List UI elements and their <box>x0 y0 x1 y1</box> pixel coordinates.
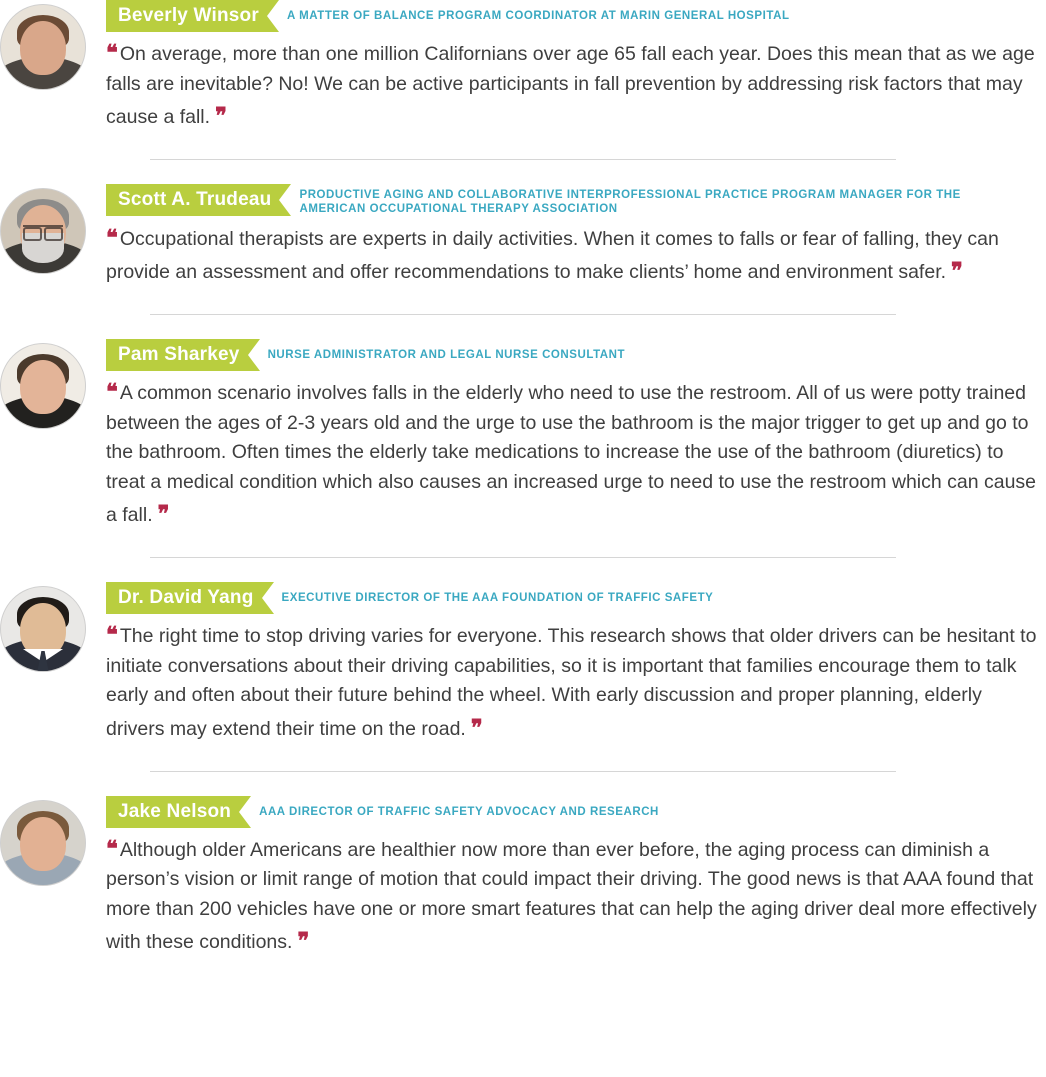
avatar-face <box>1 587 85 671</box>
avatar-beverly-winsor <box>0 4 86 90</box>
name-row <box>106 339 1046 371</box>
quote-body: A common scenario involves falls in the elderly who need to use the restroom. All of us were potty trained between the ages of 2-3 years old and the urge to use the bathroom is the major trigger to get up and go to the bathroom. Often times the elderly take medications to increase the use of the bathroom (diuretics) to treat a medical condition which also causes an increased urge to need to use the restroom which can cause a fall. <box>106 381 1037 527</box>
section-divider <box>150 159 896 160</box>
quote-close-icon: ❞ <box>470 714 482 740</box>
person-name: Jake Nelson <box>106 796 251 828</box>
avatar-column <box>0 0 96 90</box>
avatar-face <box>1 189 85 273</box>
quote-paragraph <box>106 832 1046 959</box>
name-row <box>106 582 1046 614</box>
person-role: PRODUCTIVE AGING AND COLLABORATIVE INTERPROFESSIONAL PRACTICE PROGRAM MANAGER FOR THE AMERICAN OCCUPATIONAL THERAPY ASSOCIATION <box>299 188 961 216</box>
quote-open-icon: ❝ <box>106 378 117 404</box>
person-role: AAA DIRECTOR OF TRAFFIC SAFETY ADVOCACY AND RESEARCH <box>259 805 659 818</box>
avatar-face <box>1 344 85 428</box>
avatar-column <box>0 582 96 672</box>
section-divider <box>150 771 896 772</box>
quote-close-icon: ❞ <box>951 258 962 284</box>
testimonial-item <box>0 184 1046 288</box>
testimonial-item <box>0 339 1046 531</box>
quote-close-icon: ❞ <box>215 103 226 129</box>
quote-paragraph <box>106 221 1046 288</box>
avatar-face <box>1 5 85 89</box>
avatar-dr-david-yang <box>0 586 86 672</box>
quote-close-icon: ❞ <box>297 928 309 954</box>
quote-paragraph <box>106 375 1046 531</box>
quote-open-icon: ❝ <box>106 224 117 250</box>
quote-paragraph <box>106 36 1046 133</box>
section-divider <box>150 314 896 315</box>
quote-open-icon: ❝ <box>106 622 117 647</box>
divider-wrap <box>0 745 1046 796</box>
avatar-head <box>20 603 66 657</box>
person-name: Beverly Winsor <box>106 0 279 32</box>
quote-body: Although older Americans are healthier now more than ever before, the aging process can diminish a person’s vision or limit range of motion that could impact their driving. The good news is that AAA found that more than 200 vehicles have one or more smart features that can help the aging driver deal more effectively with these conditions. <box>106 838 1037 954</box>
quote-close-icon: ❞ <box>157 501 169 527</box>
name-row <box>106 796 1046 828</box>
avatar-head <box>20 817 66 871</box>
glasses-icon <box>23 225 63 237</box>
avatar-head <box>20 21 66 75</box>
quote-paragraph <box>106 618 1046 745</box>
quote-body: Occupational therapists are experts in daily activities. When it comes to falls or fear of falling, they can provide an assessment and offer recommendations to make clients’ home and environment safer. <box>106 227 999 284</box>
name-row <box>106 184 1046 217</box>
testimonial-body <box>96 184 1046 288</box>
avatar-column <box>0 184 96 274</box>
divider-wrap <box>0 288 1046 339</box>
name-row <box>106 0 1046 32</box>
avatar-jake-nelson <box>0 800 86 886</box>
person-name: Scott A. Trudeau <box>106 184 291 216</box>
testimonial-item <box>0 582 1046 745</box>
quote-open-icon: ❝ <box>106 40 117 65</box>
avatar-column <box>0 339 96 429</box>
section-divider <box>150 557 896 558</box>
avatar-column <box>0 796 96 886</box>
testimonial-body <box>96 0 1046 133</box>
person-name: Pam Sharkey <box>106 339 260 371</box>
avatar-scott-a-trudeau <box>0 188 86 274</box>
testimonial-item <box>0 796 1046 959</box>
avatar-head <box>20 360 66 414</box>
testimonial-body <box>96 796 1046 959</box>
avatar-face <box>1 801 85 885</box>
testimonial-body <box>96 582 1046 745</box>
person-role: EXECUTIVE DIRECTOR OF THE AAA FOUNDATION OF TRAFFIC SAFETY <box>281 592 714 604</box>
person-role: A MATTER OF BALANCE PROGRAM COORDINATOR AT MARIN GENERAL HOSPITAL <box>286 10 790 22</box>
divider-wrap <box>0 531 1046 582</box>
quote-body: On average, more than one million Californians over age 65 fall each year. Does this mean that as we age falls are inevitable? No! We can be active participants in fall prevention by addressing risk factors that may cause a fall. <box>106 43 1035 129</box>
person-role: NURSE ADMINISTRATOR AND LEGAL NURSE CONSULTANT <box>267 348 626 361</box>
testimonial-body <box>96 339 1046 531</box>
quote-body: The right time to stop driving varies for everyone. This research shows that older drivers can be hesitant to initiate conversations about their driving capabilities, so it is important that families encourage them to talk early and often about their future behind the wheel. With early discussion and proper planning, elderly drivers may extend their time on the road. <box>106 625 1037 740</box>
divider-wrap <box>0 133 1046 184</box>
quote-open-icon: ❝ <box>106 835 117 861</box>
testimonial-item <box>0 0 1046 133</box>
person-name: Dr. David Yang <box>106 582 274 614</box>
avatar-pam-sharkey <box>0 343 86 429</box>
